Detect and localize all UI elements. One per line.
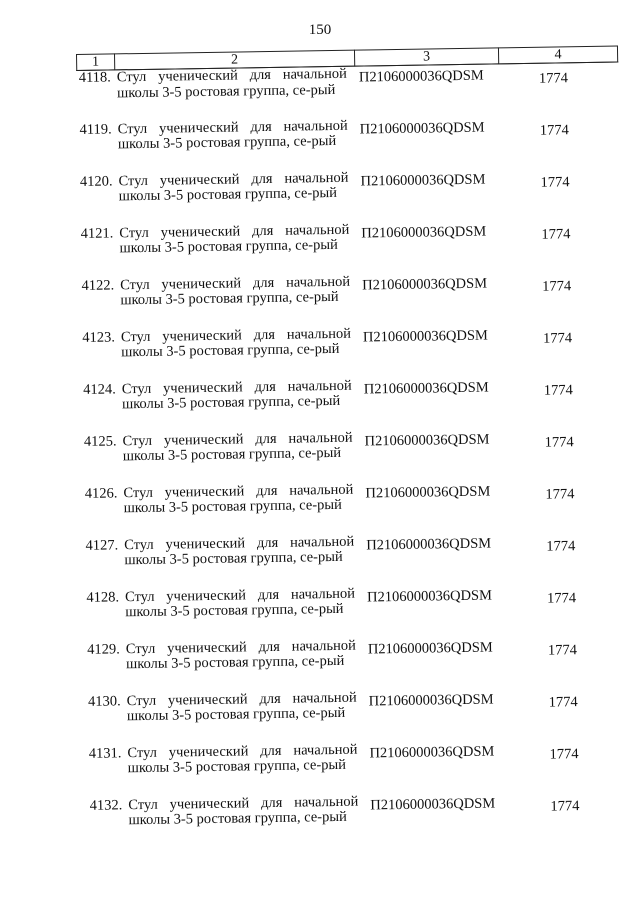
table-row (82, 426, 624, 486)
table-row (78, 114, 620, 174)
item-quantity: 1774 (546, 589, 577, 607)
row-number: 4131. (88, 744, 122, 762)
row-number: 4128. (86, 588, 120, 606)
item-code: П2106000036QDSM (359, 119, 485, 138)
item-code: П2106000036QDSM (368, 691, 494, 709)
item-code: П2106000036QDSM (362, 275, 488, 294)
item-quantity: 1774 (541, 225, 571, 243)
item-name: Стул ученический для начальной школы 3-5 ростовая группа, се-рый (127, 741, 358, 777)
item-name: Стул ученический для начальной школы 3-5 ростовая группа, се-рый (116, 65, 347, 101)
table-row (77, 62, 619, 122)
item-name: Стул ученический для начальной школы 3-5 ростовая группа, се-рый (119, 221, 350, 257)
row-number: 4120. (79, 172, 113, 190)
row-number: 4124. (83, 380, 116, 398)
item-name: Стул ученический для начальной школы 3-5 ростовая группа, се-рый (125, 637, 356, 673)
row-number: 4127. (85, 536, 119, 554)
item-code: П2106000036QDSM (361, 223, 487, 242)
table-row (78, 166, 620, 226)
item-quantity: 1774 (550, 797, 580, 815)
row-number: 4118. (78, 69, 111, 86)
item-code: П2106000036QDSM (367, 639, 493, 657)
item-code: П2106000036QDSM (360, 171, 486, 190)
item-name: Стул ученический для начальной школы 3-5 ростовая группа, се-рый (124, 585, 356, 621)
table-row (87, 738, 629, 798)
item-quantity: 1774 (540, 173, 570, 191)
row-number: 4123. (82, 328, 116, 346)
table-row (87, 686, 629, 746)
page-number: 150 (308, 22, 332, 38)
item-name: Стул ученический для начальной школы 3-5 ростовая группа, се-рый (122, 429, 353, 465)
item-quantity: 1774 (549, 745, 579, 763)
table-row (83, 478, 625, 538)
item-name: Стул ученический для начальной школы 3-5 ростовая группа, се-рый (120, 273, 351, 309)
item-name: Стул ученический для начальной школы 3-5 ростовая группа, се-рый (121, 377, 352, 413)
row-number: 4119. (79, 120, 112, 138)
item-code: П2106000036QDSM (369, 743, 495, 761)
item-name: Стул ученический для начальной школы 3-5 ростовая группа, се-рый (126, 689, 357, 725)
row-number: 4130. (87, 692, 121, 710)
column-header-2: 2 (115, 50, 355, 70)
column-header-4: 4 (498, 46, 617, 64)
item-name: Стул ученический для начальной школы 3-5 ростовая группа, се-рый (120, 325, 352, 361)
table-row (80, 270, 622, 330)
item-code: П2106000036QDSM (366, 587, 493, 605)
column-header-1: 1 (77, 54, 115, 71)
table-body (77, 62, 630, 850)
item-name: Стул ученический для начальной школы 3-5 ростовая группа, се-рый (117, 117, 348, 153)
table-row (86, 634, 628, 694)
table-row (88, 790, 630, 850)
item-code: П2106000036QDSM (358, 67, 484, 86)
item-name: Стул ученический для начальной школы 3-5 ростовая группа, се-рый (118, 169, 349, 205)
item-quantity: 1774 (545, 485, 575, 503)
item-quantity: 1774 (542, 277, 572, 295)
item-quantity: 1774 (542, 329, 573, 347)
item-code: П2106000036QDSM (363, 379, 489, 398)
row-number: 4121. (80, 224, 114, 242)
item-code: П2106000036QDSM (362, 327, 488, 346)
row-number: 4126. (84, 484, 118, 502)
item-quantity: 1774 (546, 537, 576, 555)
table-row (84, 530, 626, 590)
item-name: Стул ученический для начальной школы 3-5 ростовая группа, се-рый (128, 793, 359, 829)
item-quantity: 1774 (539, 121, 569, 139)
item-code: П2106000036QDSM (366, 535, 492, 554)
row-number: 4132. (89, 796, 123, 814)
item-quantity: 1774 (547, 641, 578, 659)
table-row (79, 218, 621, 278)
row-number: 4122. (81, 276, 115, 294)
item-name: Стул ученический для начальной школы 3-5 ростовая группа, се-рый (124, 533, 355, 569)
row-number: 4129. (87, 640, 120, 658)
item-quantity: 1774 (543, 381, 573, 399)
item-quantity: 1774 (544, 433, 574, 451)
item-quantity: 1774 (548, 693, 578, 711)
item-name: Стул ученический для начальной школы 3-5 ростовая группа, се-рый (123, 481, 354, 517)
table-row (85, 582, 627, 642)
column-header-3: 3 (354, 48, 498, 66)
item-code: П2106000036QDSM (364, 431, 490, 450)
table-row (82, 374, 624, 434)
inventory-table-container (76, 46, 625, 851)
item-code: П2106000036QDSM (365, 483, 491, 502)
row-number: 4125. (83, 432, 117, 450)
item-code: П2106000036QDSM (370, 795, 496, 813)
inventory-table (76, 45, 630, 850)
table-row (81, 322, 623, 382)
item-quantity: 1774 (538, 70, 569, 87)
